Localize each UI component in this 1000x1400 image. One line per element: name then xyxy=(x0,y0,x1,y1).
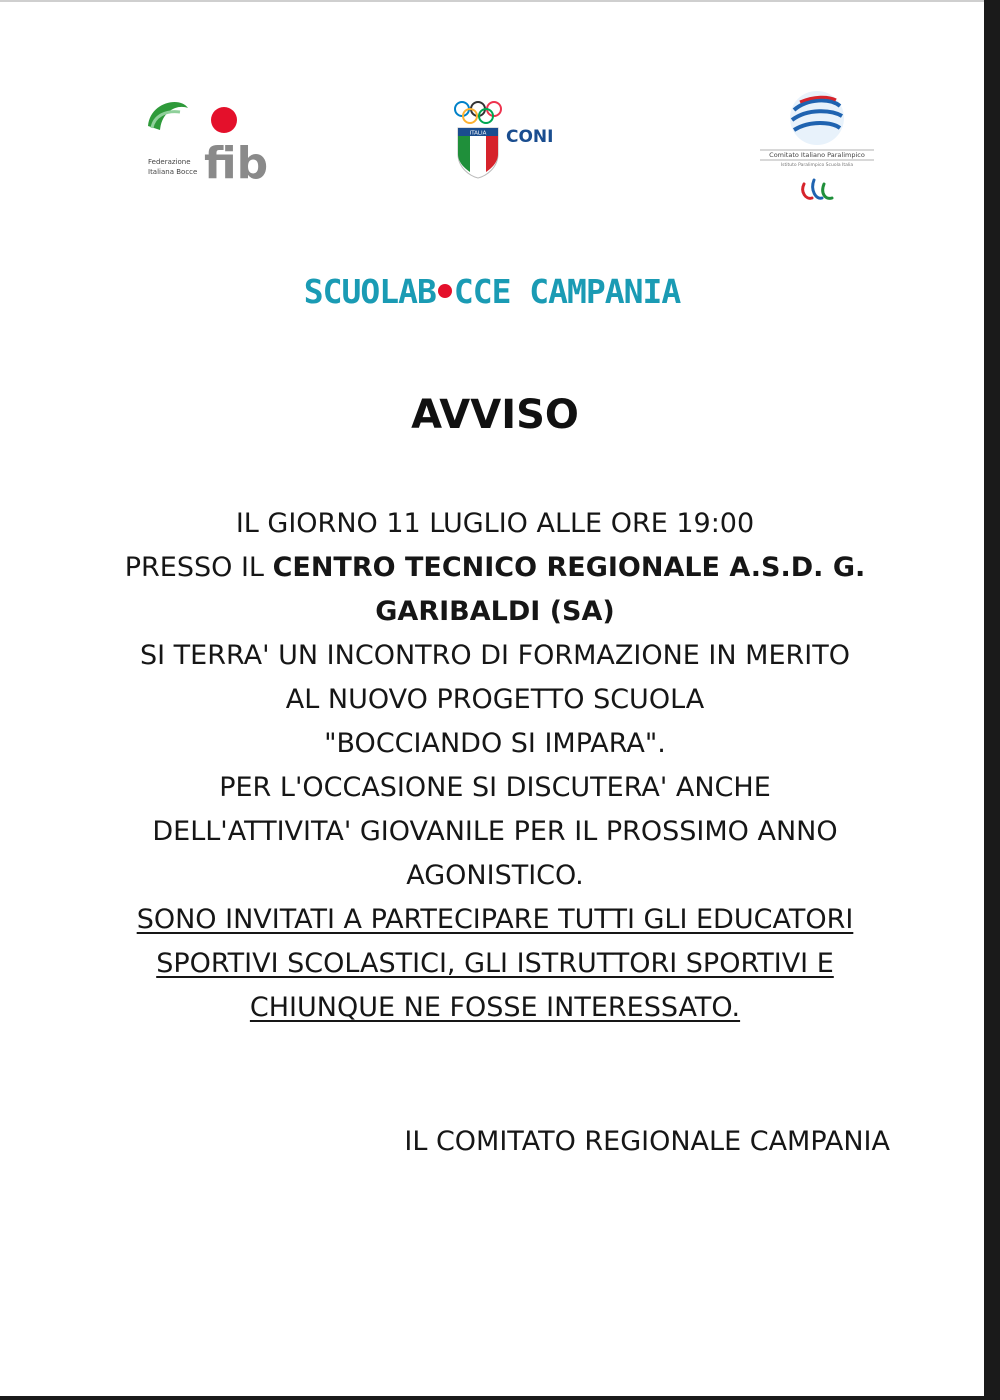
line-place-city-text: GARIBALDI (SA) xyxy=(375,596,615,627)
line-date: IL GIORNO 11 LUGLIO ALLE ORE 19:00 xyxy=(235,508,755,539)
brand-part1: SCUOLAB xyxy=(303,272,436,311)
line-season: AGONISTICO. xyxy=(406,860,584,891)
line-invite-3: CHIUNQUE NE FOSSE INTERESSATO. xyxy=(249,992,741,1023)
line-invite-2: SPORTIVI SCOLASTICI, GLI ISTRUTTORI SPORTIVI E xyxy=(156,948,834,979)
cip-line1: Comitato Italiano Paralimpico xyxy=(769,151,865,159)
fib-small-line2: Italiana Bocce xyxy=(148,168,198,176)
line-place-prefix: PRESSO IL xyxy=(124,552,273,583)
coni-flag-text: ITALIA xyxy=(469,130,487,137)
line-invite-1: SONO INVITATI A PARTECIPARE TUTTI GLI EDUCATORI xyxy=(136,904,854,935)
coni-logo-graphic xyxy=(450,98,570,182)
line-discussion: PER L'OCCASIONE SI DISCUTERA' ANCHE xyxy=(219,772,771,803)
brand-part2: CCE CAMPANIA xyxy=(453,272,681,311)
fib-small-line1: Federazione xyxy=(148,158,191,166)
line-activity: DELL'ATTIVITA' GIOVANILE PER IL PROSSIMO ANNO xyxy=(152,816,838,847)
coni-text: CONI xyxy=(506,127,554,147)
fib-text: fib xyxy=(204,138,269,189)
signature: IL COMITATO REGIONALE CAMPANIA xyxy=(404,1126,890,1157)
cip-line2: Istituto Paralimpico Scuola Italia xyxy=(780,163,854,168)
fib-logo-graphic xyxy=(140,94,275,189)
line-project-name: "BOCCIANDO SI IMPARA". xyxy=(324,728,666,759)
coni-logo xyxy=(450,98,570,182)
line-project: AL NUOVO PROGETTO SCUOLA xyxy=(285,684,705,715)
cip-logo xyxy=(752,88,882,212)
bocce-ball-icon xyxy=(438,284,452,298)
line-place-name: CENTRO TECNICO REGIONALE A.S.D. G. xyxy=(272,552,866,583)
fib-logo xyxy=(140,94,275,189)
scuolabocce-brand xyxy=(0,272,984,311)
line-meeting: SI TERRA' UN INCONTRO DI FORMAZIONE IN MERITO xyxy=(140,640,850,671)
notice-title: AVVISO xyxy=(411,392,579,438)
notice-body xyxy=(80,502,910,1030)
line-place xyxy=(80,546,910,590)
line-place-city xyxy=(80,590,910,634)
cip-logo-graphic xyxy=(752,88,882,212)
